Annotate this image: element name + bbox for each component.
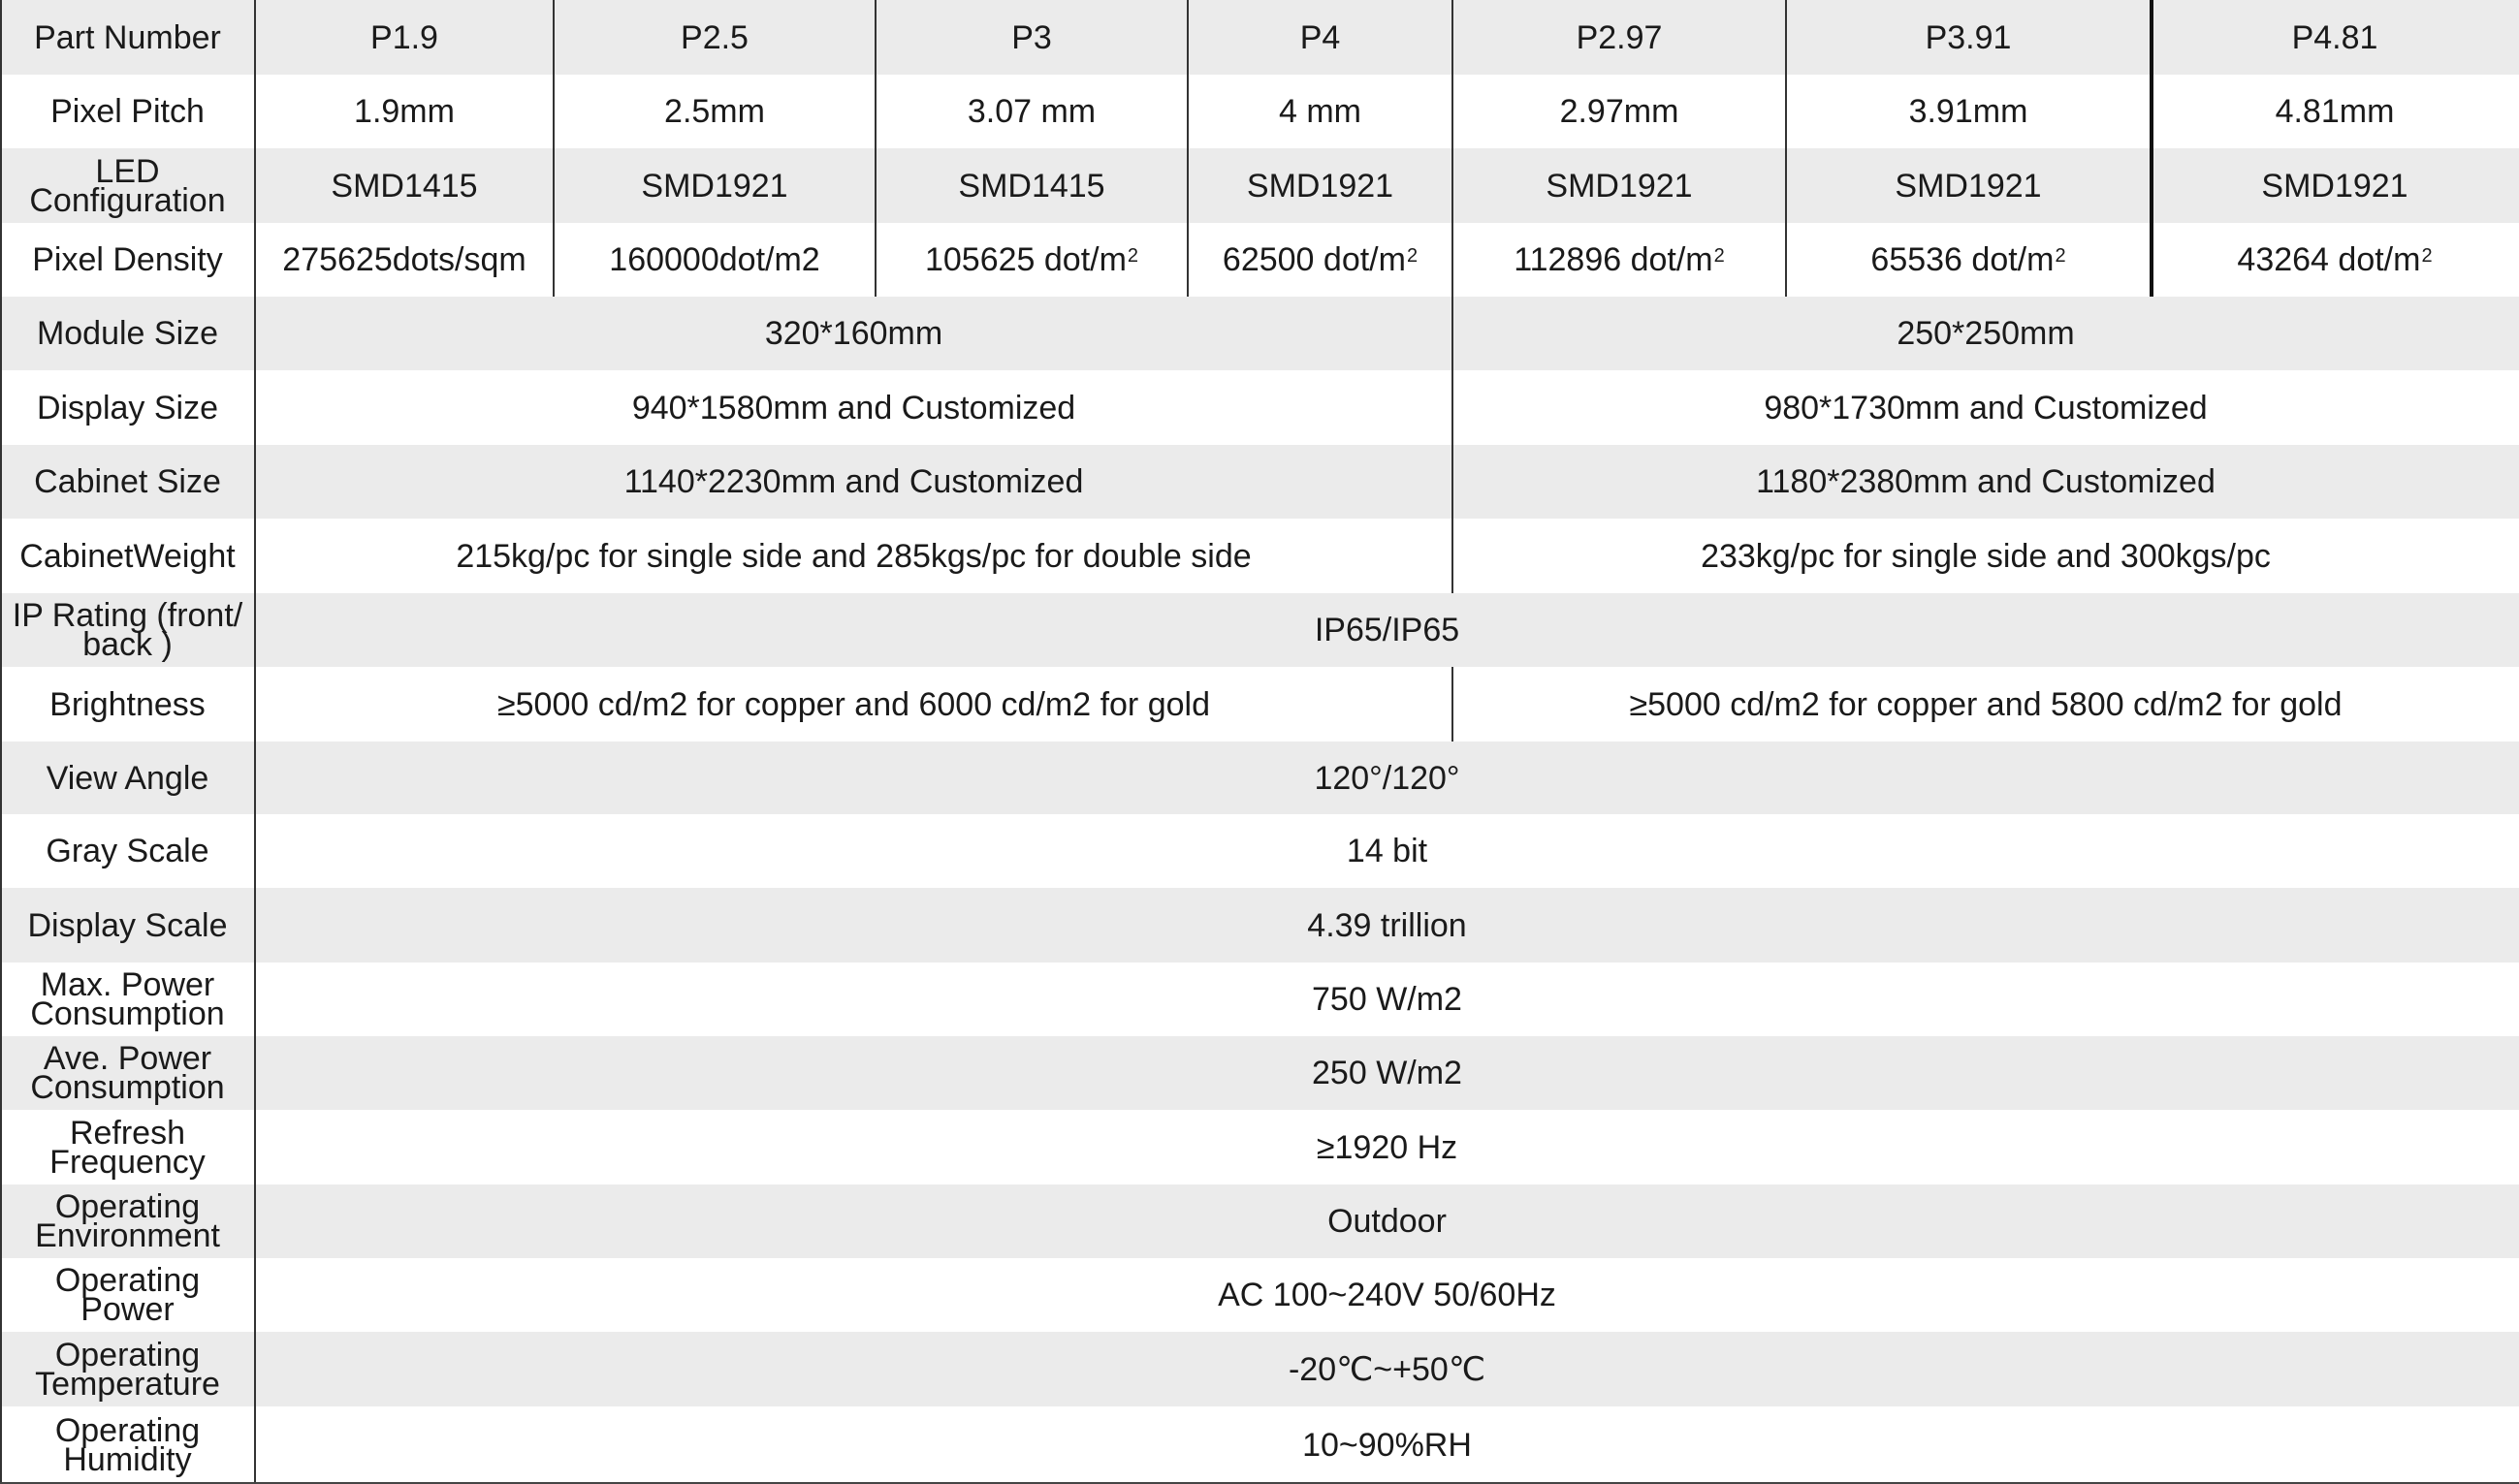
table-row: [0, 370, 2519, 445]
group-cell-right-text: 250*250mm: [1897, 315, 2075, 352]
row-label: [0, 223, 255, 297]
group-cell-right-text: 980*1730mm and Customized: [1764, 389, 2208, 426]
row-label-text: Pixel Density: [32, 241, 223, 278]
row-label-text: Part Number: [34, 18, 221, 56]
table-cell: 112896 dot/m $^2$: [1514, 241, 1725, 278]
table-cell: [2151, 0, 2519, 75]
row-label-text: Max. Power Consumption: [30, 966, 225, 1032]
table-cell-text: P3.91: [1925, 18, 2012, 56]
row-label-text: Brightness: [49, 685, 206, 723]
row-label: [0, 75, 255, 148]
table-cell-text: P3: [1011, 18, 1052, 56]
table-cell: [1188, 148, 1452, 223]
table-row: [0, 1258, 2519, 1332]
table-border-left: [0, 0, 2, 1484]
group-cell-left-text: 940*1580mm and Customized: [631, 389, 1076, 426]
group-cell-right-text: ≥5000 cd/m2 for copper and 5800 cd/m2 for gold: [1629, 685, 2343, 723]
row-label: [0, 1036, 255, 1110]
column-divider: [553, 0, 555, 297]
column-divider: [875, 0, 877, 297]
table-row: [0, 148, 2519, 223]
group-cell-left: [255, 667, 1452, 742]
row-label: [0, 593, 255, 667]
table-cell-text: P1.9: [370, 18, 438, 56]
table-cell-text: 112896 dot/m: [1514, 241, 1713, 278]
table-cell-text: P2.97: [1576, 18, 1663, 56]
row-label-text: Operating Humidity: [54, 1412, 201, 1478]
span-cell-text: ≥1920 Hz: [1316, 1128, 1458, 1166]
row-label-text: CabinetWeight: [19, 537, 236, 575]
table-cell: [876, 0, 1188, 75]
table-row: [0, 593, 2519, 667]
table-row: [0, 1110, 2519, 1184]
column-divider: [1451, 519, 1453, 593]
table-cell: [1786, 75, 2151, 148]
row-label-text: Gray Scale: [46, 833, 209, 869]
column-divider: [1451, 297, 1453, 370]
table-row: [0, 445, 2519, 519]
table-cell: [2151, 75, 2519, 148]
table-cell-text: P2.5: [681, 18, 749, 56]
table-cell: [1452, 148, 1786, 223]
table-cell-text: 160000dot/m2: [609, 241, 820, 278]
span-cell: [255, 963, 2519, 1036]
row-label-text: View Angle: [46, 759, 209, 797]
group-cell-left: [255, 297, 1452, 370]
table-row: [0, 888, 2519, 963]
table-cell-text: 65536 dot/m: [1870, 241, 2055, 278]
row-label: [0, 370, 255, 445]
table-row: [0, 667, 2519, 742]
row-label: [0, 742, 255, 814]
span-cell-text: 750 W/m2: [1312, 981, 1462, 1018]
table-row: [0, 963, 2519, 1036]
group-cell-left: [255, 445, 1452, 519]
table-cell: 65536 dot/m $^2$: [1870, 241, 2066, 278]
table-cell: [255, 0, 554, 75]
row-label: [0, 445, 255, 519]
table-row: [0, 75, 2519, 148]
span-cell-text: 120°/120°: [1314, 759, 1460, 797]
table-cell: [554, 148, 876, 223]
row-label-text: Display Size: [36, 389, 219, 426]
column-divider: [1451, 370, 1453, 445]
row-label: [0, 888, 255, 963]
span-cell: [255, 1258, 2519, 1332]
table-cell: [255, 223, 554, 297]
column-divider: [1785, 0, 1787, 297]
span-cell-text: 14 bit: [1346, 833, 1428, 869]
row-label: [0, 0, 255, 75]
table-cell-text: SMD1415: [958, 167, 1105, 205]
span-cell-text: AC 100~240V 50/60Hz: [1218, 1277, 1556, 1313]
table-row: [0, 223, 2519, 297]
table-row: [0, 519, 2519, 593]
span-cell: [255, 888, 2519, 963]
row-label: [0, 814, 255, 888]
row-label-text: Operating Power: [54, 1262, 201, 1328]
table-cell-text: SMD1415: [331, 167, 478, 205]
row-label: [0, 1258, 255, 1332]
row-label: [0, 667, 255, 742]
table-cell: [2151, 148, 2519, 223]
table-cell-text: 43264 dot/m: [2237, 241, 2421, 278]
table-cell-text: 4 mm: [1279, 93, 1361, 130]
table-row: [0, 742, 2519, 814]
row-label-text: Display Scale: [27, 906, 228, 944]
table-cell-text: SMD1921: [641, 167, 788, 205]
span-cell-text: 250 W/m2: [1312, 1055, 1462, 1091]
group-cell-right: [1452, 445, 2519, 519]
table-cell-text: SMD1921: [2261, 167, 2408, 205]
group-cell-left-text: 1140*2230mm and Customized: [623, 463, 1084, 500]
span-cell-text: IP65/IP65: [1314, 612, 1460, 648]
table-row: [0, 1406, 2519, 1484]
row-label: [0, 1406, 255, 1484]
row-label-text: Ave. Power Consumption: [30, 1040, 225, 1106]
column-divider: [1187, 0, 1189, 297]
table-cell: [1188, 0, 1452, 75]
group-cell-left-text: 320*160mm: [764, 315, 943, 352]
table-cell: 105625 dot/m $^2$: [924, 241, 1139, 278]
table-row: [0, 814, 2519, 888]
table-cell: [554, 75, 876, 148]
table-cell: [255, 148, 554, 223]
group-cell-left-text: ≥5000 cd/m2 for copper and 6000 cd/m2 for gold: [496, 685, 1210, 723]
span-cell: [255, 593, 2519, 667]
table-cell-text: SMD1921: [1895, 167, 2042, 205]
group-cell-right: [1452, 667, 2519, 742]
table-cell-text: P4.81: [2291, 18, 2378, 56]
row-label: [0, 1110, 255, 1184]
row-label-text: Refresh Frequency: [49, 1114, 206, 1181]
row-label-text: LED Configuration: [29, 152, 226, 219]
table-cell: [554, 223, 876, 297]
table-cell-text: 4.81mm: [2275, 93, 2395, 130]
span-cell: [255, 742, 2519, 814]
row-label: [0, 519, 255, 593]
column-divider: [1451, 0, 1453, 297]
table-cell-text: 2.97mm: [1559, 93, 1679, 130]
table-cell-text: 275625dots/sqm: [282, 241, 526, 278]
table-cell: [554, 0, 876, 75]
column-divider: [254, 0, 256, 1484]
table-cell-text: SMD1921: [1546, 167, 1693, 205]
table-row: [0, 1332, 2519, 1406]
span-cell-text: Outdoor: [1327, 1203, 1447, 1240]
span-cell-text: 4.39 trillion: [1307, 906, 1467, 944]
column-divider: [1451, 667, 1453, 742]
table-cell: 62500 dot/m $^2$: [1222, 241, 1419, 278]
table-cell-text: 3.07 mm: [967, 93, 1097, 130]
row-label: [0, 1332, 255, 1406]
row-label-text: Cabinet Size: [34, 463, 221, 500]
table-cell: [1786, 0, 2151, 75]
row-label-text: Operating Temperature: [35, 1336, 220, 1403]
row-label: [0, 297, 255, 370]
row-label-text: Pixel Pitch: [50, 93, 205, 130]
row-label-text: IP Rating (front/ back ): [12, 597, 243, 663]
table-cell: [1188, 75, 1452, 148]
span-cell: [255, 1110, 2519, 1184]
span-cell: [255, 814, 2519, 888]
span-cell: [255, 1184, 2519, 1258]
table-cell-text: SMD1921: [1246, 167, 1394, 205]
row-label-text: Operating Environment: [35, 1188, 220, 1254]
table-row: [0, 1184, 2519, 1258]
table-cell: [876, 148, 1188, 223]
table-cell: 43264 dot/m $^2$: [2237, 241, 2433, 278]
group-cell-left: [255, 370, 1452, 445]
table-cell-text: 2.5mm: [664, 93, 765, 130]
span-cell-text: 10~90%RH: [1302, 1427, 1472, 1464]
table-cell: [1452, 0, 1786, 75]
table-cell-text: 62500 dot/m: [1222, 241, 1406, 278]
table-cell: [255, 75, 554, 148]
row-label: [0, 148, 255, 223]
span-cell: [255, 1406, 2519, 1484]
table-cell-text: P4: [1299, 18, 1341, 56]
table-cell: [1786, 148, 2151, 223]
row-label: [0, 1184, 255, 1258]
table-row: [0, 1036, 2519, 1110]
table-cell-text: 1.9mm: [354, 93, 455, 130]
column-divider: [1451, 445, 1453, 519]
table-cell: [1452, 75, 1786, 148]
row-label-text: Module Size: [36, 315, 219, 352]
group-cell-left: [255, 519, 1452, 593]
group-cell-right: [1452, 370, 2519, 445]
table-cell-text: 3.91mm: [1908, 93, 2028, 130]
group-cell-right: [1452, 519, 2519, 593]
group-cell-right-text: 1180*2380mm and Customized: [1756, 463, 2216, 500]
column-divider: [2150, 0, 2153, 297]
table-cell: [876, 75, 1188, 148]
group-cell-right: [1452, 297, 2519, 370]
row-label: [0, 963, 255, 1036]
span-cell: [255, 1332, 2519, 1406]
table-row: [0, 297, 2519, 370]
table-cell-text: 105625 dot/m: [924, 241, 1127, 278]
table-row: [0, 0, 2519, 75]
span-cell: [255, 1036, 2519, 1110]
span-cell-text: -20℃~+50℃: [1288, 1350, 1486, 1388]
group-cell-left-text: 215kg/pc for single side and 285kgs/pc for double side: [456, 537, 1252, 575]
group-cell-right-text: 233kg/pc for single side and 300kgs/pc: [1701, 537, 2271, 575]
